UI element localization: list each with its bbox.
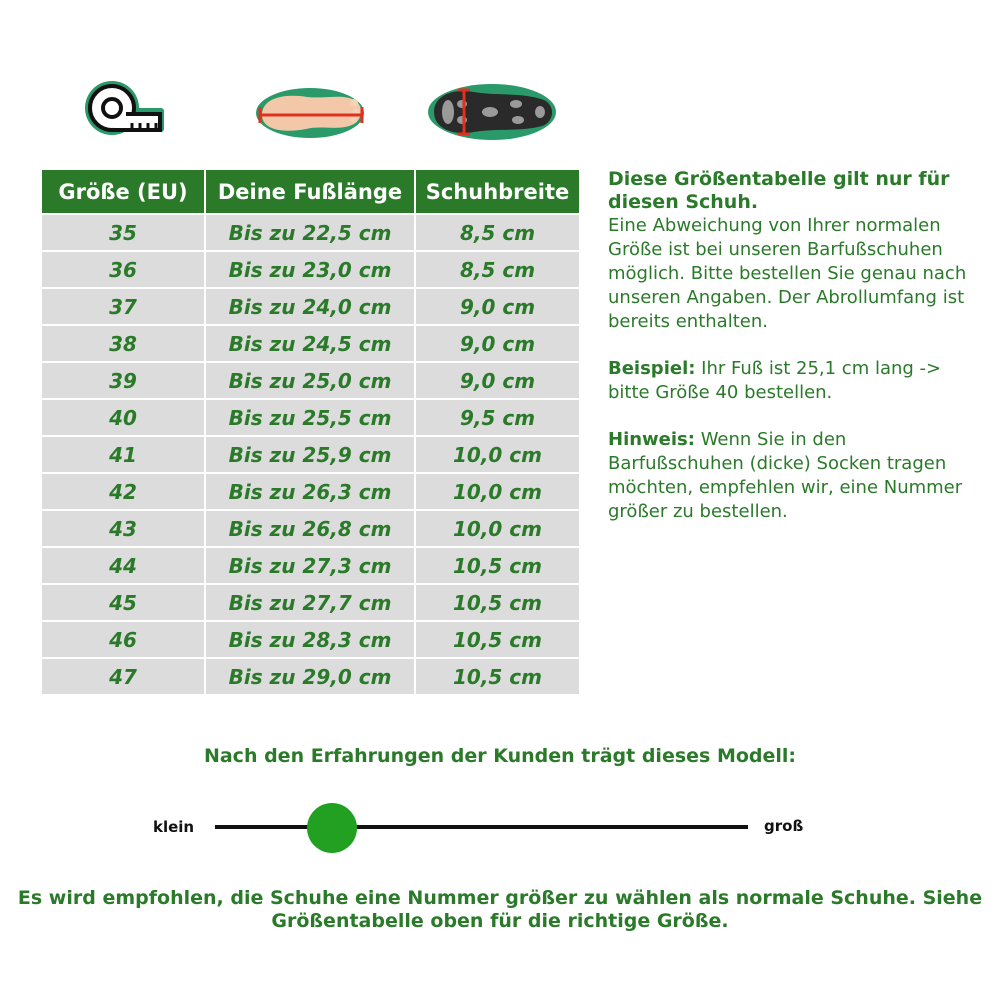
cell-size: 38 (42, 325, 205, 362)
cell-shoe-width: 10,5 cm (415, 621, 579, 658)
cell-shoe-width: 8,5 cm (415, 251, 579, 288)
note-text: Wenn Sie in den Barfußschuhen (dicke) Socken tragen möchten, empfehlen wir, eine Nummer größer zu bestellen. (608, 429, 963, 522)
cell-foot-length: Bis zu 28,3 cm (205, 621, 415, 658)
table-row (42, 547, 579, 584)
cell-shoe-width: 10,0 cm (415, 510, 579, 547)
note-label: Hinweis: (608, 429, 695, 450)
cell-size: 40 (42, 399, 205, 436)
cell-foot-length: Bis zu 27,3 cm (205, 547, 415, 584)
cell-size: 36 (42, 251, 205, 288)
table-row (42, 214, 579, 251)
cell-shoe-width: 10,5 cm (415, 584, 579, 621)
cell-shoe-width: 10,5 cm (415, 658, 579, 694)
cell-size: 43 (42, 510, 205, 547)
measuring-tape-icon (82, 78, 166, 142)
table-row (42, 362, 579, 399)
cell-size: 35 (42, 214, 205, 251)
cell-foot-length: Bis zu 23,0 cm (205, 251, 415, 288)
fit-scale-indicator (307, 803, 357, 853)
table-header-row (42, 170, 579, 214)
foot-length-icon (252, 85, 368, 141)
fit-scale-track (215, 825, 748, 829)
cell-foot-length: Bis zu 24,5 cm (205, 325, 415, 362)
cell-shoe-width: 9,0 cm (415, 325, 579, 362)
fit-label-large: groß (764, 817, 804, 835)
table-row (42, 288, 579, 325)
cell-shoe-width: 10,0 cm (415, 436, 579, 473)
cell-foot-length: Bis zu 22,5 cm (205, 214, 415, 251)
info-panel (608, 168, 978, 524)
table-row (42, 584, 579, 621)
example-text: Ihr Fuß ist 25,1 cm lang -> bitte Größe 40 bestellen. (608, 358, 942, 403)
table-row (42, 473, 579, 510)
cell-size: 45 (42, 584, 205, 621)
cell-foot-length: Bis zu 25,9 cm (205, 436, 415, 473)
cell-shoe-width: 8,5 cm (415, 214, 579, 251)
info-body: Eine Abweichung von Ihrer normalen Größe ist bei unseren Barfußschuhen möglich. Bitte bestellen Sie genau nach unseren Angaben. Der Abrollumfang ist bereits enthalten. (608, 215, 967, 332)
cell-size: 41 (42, 436, 205, 473)
table-row (42, 436, 579, 473)
table-row (42, 399, 579, 436)
example-label: Beispiel: (608, 358, 696, 379)
cell-shoe-width: 10,5 cm (415, 547, 579, 584)
cell-shoe-width: 10,0 cm (415, 473, 579, 510)
table-row (42, 510, 579, 547)
header-foot-length: Deine Fußlänge (205, 170, 415, 214)
info-heading: Diese Größentabelle gilt nur für diesen Schuh. (608, 168, 950, 213)
table-row (42, 658, 579, 694)
cell-size: 39 (42, 362, 205, 399)
cell-foot-length: Bis zu 26,3 cm (205, 473, 415, 510)
fit-label-small: klein (153, 818, 195, 836)
cell-foot-length: Bis zu 25,0 cm (205, 362, 415, 399)
cell-size: 47 (42, 658, 205, 694)
cell-size: 44 (42, 547, 205, 584)
cell-size: 37 (42, 288, 205, 325)
cell-shoe-width: 9,0 cm (415, 288, 579, 325)
cell-foot-length: Bis zu 24,0 cm (205, 288, 415, 325)
cell-size: 46 (42, 621, 205, 658)
cell-foot-length: Bis zu 26,8 cm (205, 510, 415, 547)
header-size: Größe (EU) (42, 170, 205, 214)
cell-shoe-width: 9,5 cm (415, 399, 579, 436)
cell-size: 42 (42, 473, 205, 510)
table-row (42, 325, 579, 362)
info-note (608, 428, 978, 524)
cell-foot-length: Bis zu 29,0 cm (205, 658, 415, 694)
info-example (608, 357, 978, 405)
table-row (42, 621, 579, 658)
recommendation-text: Es wird empfohlen, die Schuhe eine Nummer größer zu wählen als normale Schuhe. Siehe Größentabelle oben für die richtige Größe. (17, 887, 983, 932)
header-shoe-width: Schuhbreite (415, 170, 579, 214)
size-table (42, 170, 579, 694)
cell-shoe-width: 9,0 cm (415, 362, 579, 399)
cell-foot-length: Bis zu 27,7 cm (205, 584, 415, 621)
fit-heading: Nach den Erfahrungen der Kunden trägt dieses Modell: (203, 745, 797, 767)
cell-foot-length: Bis zu 25,5 cm (205, 399, 415, 436)
table-row (42, 251, 579, 288)
shoe-sole-width-icon (426, 82, 558, 142)
